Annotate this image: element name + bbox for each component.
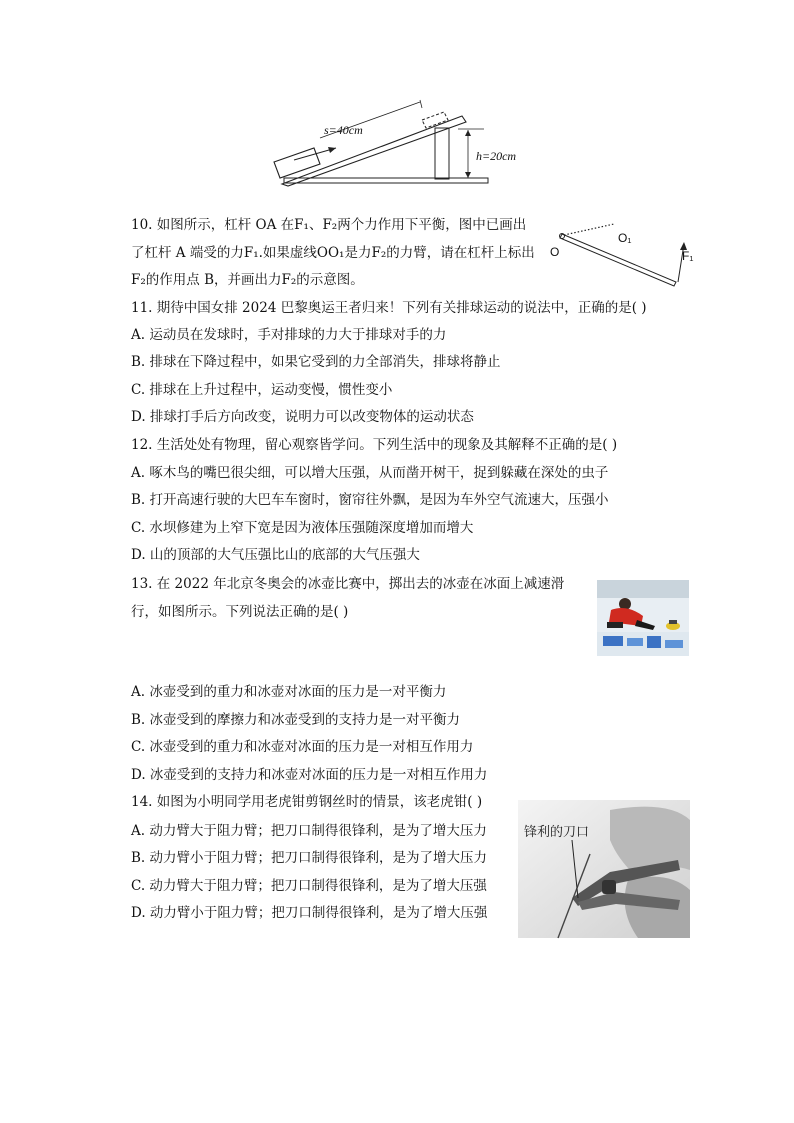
lever-o1-label: O₁ xyxy=(618,231,632,245)
q12-option-d[interactable]: D. 山的顶部的大气压强比山的底部的大气压强大 xyxy=(131,547,420,563)
q14-option-d[interactable]: D. 动力臂小于阻力臂；把刀口制得很锋利，是为了增大压强 xyxy=(131,905,488,921)
h-label: h=20cm xyxy=(476,149,517,163)
lever-o-label: O xyxy=(550,245,560,259)
q10-line-3: F₂的作用点 B，并画出力F₂的示意图。 xyxy=(131,272,364,288)
q12-option-c[interactable]: C. 水坝修建为上窄下宽是因为液体压强随深度增加而增大 xyxy=(131,520,474,536)
q13-option-d[interactable]: D. 冰壶受到的支持力和冰壶对冰面的压力是一对相互作用力 xyxy=(131,767,488,783)
q13-option-a[interactable]: A. 冰壶受到的重力和冰壶对冰面的压力是一对平衡力 xyxy=(131,684,447,700)
q14-stem: 14. 如图为小明同学用老虎钳剪钢丝时的情景，该老虎钳( ) xyxy=(131,794,483,810)
q13-option-b[interactable]: B. 冰壶受到的摩擦力和冰壶受到的支持力是一对平衡力 xyxy=(131,712,461,728)
q13-option-c[interactable]: C. 冰壶受到的重力和冰壶对冰面的压力是一对相互作用力 xyxy=(131,739,474,755)
q11-option-b[interactable]: B. 排球在下降过程中，如果它受到的力全部消失，排球将静止 xyxy=(131,354,501,370)
q12-option-a[interactable]: A. 啄木鸟的嘴巴很尖细，可以增大压强，从而凿开树干，捉到躲藏在深处的虫子 xyxy=(131,465,609,481)
q14-option-b[interactable]: B. 动力臂小于阻力臂；把刀口制得很锋利，是为了增大压力 xyxy=(131,850,488,866)
q11-option-d[interactable]: D. 排球打手后方向改变，说明力可以改变物体的运动状态 xyxy=(131,409,474,425)
q10-line-1: 10. 如图所示，杠杆 OA 在F₁、F₂两个力作用下平衡，图中已画出 xyxy=(131,217,527,233)
s-label: s=40cm xyxy=(324,123,363,137)
lever-f1-label: F₁ xyxy=(682,249,694,263)
q14-option-c[interactable]: C. 动力臂大于阻力臂；把刀口制得很锋利，是为了增大压强 xyxy=(131,878,487,894)
q12-stem: 12. 生活处处有物理，留心观察皆学问。下列生活中的现象及其解释不正确的是( ) xyxy=(131,437,618,453)
q13-line-2: 行，如图所示。下列说法正确的是( ) xyxy=(131,604,349,620)
q11-option-c[interactable]: C. 排球在上升过程中，运动变慢，惯性变小 xyxy=(131,382,393,398)
q14-option-a[interactable]: A. 动力臂大于阻力臂；把刀口制得很锋利，是为了增大压力 xyxy=(131,823,487,839)
q11-option-a[interactable]: A. 运动员在发球时，手对排球的力大于排球对手的力 xyxy=(131,327,447,343)
lever-figure xyxy=(548,218,694,290)
q11-stem: 11. 期待中国女排 2024 巴黎奥运王者归来！下列有关排球运动的说法中，正确的是( ) xyxy=(131,300,647,316)
incline-figure xyxy=(262,100,517,190)
pliers-label: 锋利的刀口 xyxy=(524,825,590,840)
q12-option-b[interactable]: B. 打开高速行驶的大巴车车窗时，窗帘往外飘，是因为车外空气流速大，压强小 xyxy=(131,492,609,508)
pliers-photo xyxy=(518,800,690,938)
q13-line-1: 13. 在 2022 年北京冬奥会的冰壶比赛中，掷出去的冰壶在冰面上减速滑 xyxy=(131,576,565,592)
q10-line-2: 了杠杆 A 端受的力F₁.如果虚线OO₁是力F₂的力臂，请在杠杆上标出 xyxy=(131,245,535,261)
curling-photo xyxy=(597,580,689,656)
